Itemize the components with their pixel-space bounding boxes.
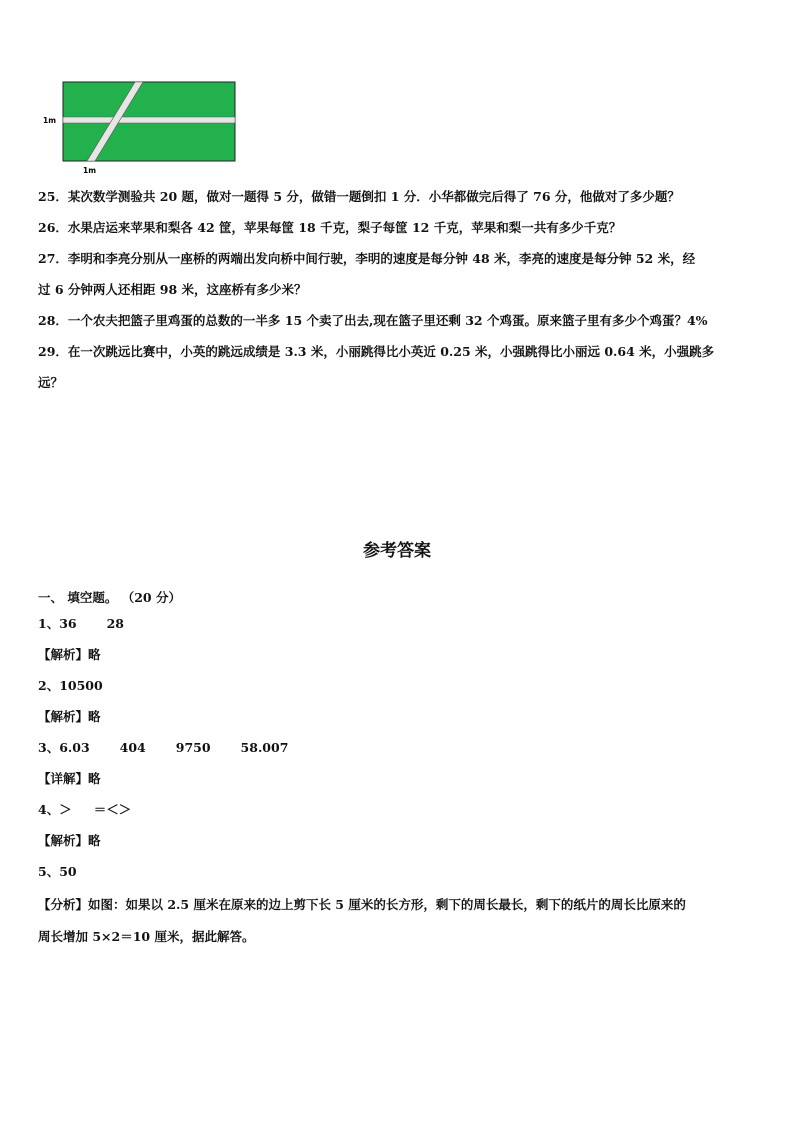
answer-5-analysis-line-2: 周长增加 5×2＝10 厘米，据此解答。: [38, 929, 255, 944]
horizontal-road: [63, 117, 235, 123]
question-29-line-1: 29．在一次跳远比赛中，小英的跳远成绩是 3.3 米，小丽跳得比小英近 0.25 米，小强跳得比小丽远 0.64 米，小强跳多: [38, 344, 715, 359]
answer-5-analysis-line-1: 【分析】如图：如果以 2.5 厘米在原来的边上剪下长 5 厘米的长方形，剩下的周长最长，剩下的纸片的周长比原来的: [38, 897, 686, 912]
answer-3: [38, 738, 288, 756]
question-26-line-1: 26．水果店运来苹果和梨各 42 筐，苹果每筐 18 千克，梨子每筐 12 千克，苹果和梨一共有多少千克？: [38, 220, 622, 235]
bottom-width-label: 1m: [83, 166, 97, 175]
answer-value: 58.007: [240, 740, 289, 755]
answer-1: [38, 614, 124, 632]
question-28-line-1: 28．一个农夫把篮子里鸡蛋的总数的一半多 15 个卖了出去,现在篮子里还剩 32 个鸡蛋。原来篮子里有多少个鸡蛋？4%: [38, 313, 708, 328]
side-width-label: 1m: [43, 116, 57, 125]
question-27-line-2: 过 6 分钟两人还相距 98 米，这座桥有多少米？: [38, 282, 307, 297]
answer-4: [38, 800, 131, 818]
answer-number: 5、: [38, 864, 60, 879]
answer-value: 36: [59, 616, 77, 631]
question-29-line-2: 远？: [38, 375, 64, 390]
answer-section-heading: 一、 填空题。 （20 分）: [38, 590, 181, 605]
answer-value: ＝＜＞: [93, 802, 132, 817]
answer-value: 50: [59, 864, 77, 879]
answer-4-note: 【解析】略: [38, 833, 101, 848]
answer-value: ＞: [59, 802, 72, 817]
answer-value: 6.03: [59, 740, 90, 755]
answer-2-note: 【解析】略: [38, 709, 101, 724]
answer-1-note: 【解析】略: [38, 647, 101, 662]
answer-value: 9750: [175, 740, 211, 755]
answer-2: [38, 676, 103, 694]
answer-number: 3、: [38, 740, 60, 755]
answer-number: 4、: [38, 802, 60, 817]
answer-value: 10500: [59, 678, 103, 693]
answer-value: 28: [106, 616, 125, 631]
answer-value: 404: [119, 740, 146, 755]
question-25-line-1: 25．某次数学测验共 20 题，做对一题得 5 分，做错一题倒扣 1 分．小华都做完后得了 76 分，他做对了多少题？: [38, 189, 680, 204]
question-27-line-1: 27．李明和李亮分别从一座桥的两端出发向桥中间行驶，李明的速度是每分钟 48 米，李亮的速度是每分钟 52 米，经: [38, 251, 696, 266]
answer-number: 2、: [38, 678, 60, 693]
answer-number: 1、: [38, 616, 60, 631]
field-road-diagram: [40, 78, 240, 178]
answer-5: [38, 862, 77, 880]
answer-key-title: 参考答案: [363, 541, 431, 561]
answer-3-note: 【详解】略: [38, 771, 101, 786]
